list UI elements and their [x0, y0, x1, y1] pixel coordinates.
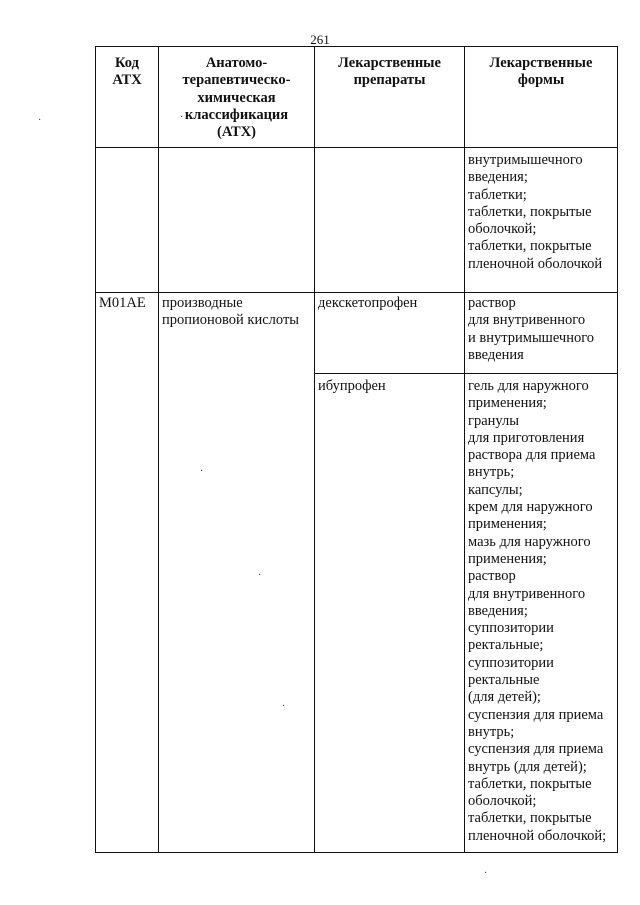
form-line: пленочной оболочкой;: [468, 827, 607, 844]
group-code-cell: [96, 293, 159, 853]
form-line: суппозитории: [468, 654, 554, 671]
form-line: пленочной оболочкой: [468, 255, 603, 272]
form-line: таблетки;: [468, 186, 527, 203]
form-line: внутримышечного: [468, 152, 583, 168]
forms-cell-dexketoprofen: [465, 293, 618, 374]
form-line: гранулы: [468, 412, 519, 429]
form-line: капсулы;: [468, 481, 523, 498]
form-line: для внутривенного: [468, 312, 586, 329]
classification-line: производные: [162, 295, 243, 311]
form-line: (для детей);: [468, 689, 541, 706]
form-line: применения;: [468, 395, 547, 412]
drug-name: декскетопрофен: [318, 295, 418, 311]
form-line: ректальные: [468, 672, 540, 689]
form-line: ректальные;: [468, 637, 544, 654]
continuation-drugs-cell: [315, 148, 465, 293]
form-line: раствор: [468, 568, 516, 585]
form-line: таблетки, покрытые: [468, 810, 592, 827]
page-number: 261: [310, 32, 330, 47]
drug-cell-dexketoprofen: [315, 293, 465, 374]
atx-table: [95, 46, 618, 853]
header-drugs: Лекарственные препараты: [315, 47, 465, 148]
scan-dot: ·: [282, 701, 286, 712]
group-classification-cell: [159, 293, 315, 853]
form-line: крем для наружного: [468, 499, 593, 516]
form-line: введения;: [468, 602, 528, 619]
drug-name: ибупрофен: [318, 378, 386, 394]
form-line: таблетки, покрытые: [468, 238, 592, 255]
form-line: внутрь;: [468, 723, 515, 740]
dexketoprofen-row: [96, 293, 618, 374]
form-line: мазь для наружного: [468, 533, 591, 550]
scan-dot: ·: [484, 868, 488, 879]
form-line: внутрь (для детей);: [468, 758, 587, 775]
table-header-row: [96, 47, 618, 148]
forms-cell-ibuprofen: [465, 374, 618, 853]
form-line: введения: [468, 346, 524, 363]
form-line: и внутримышечного: [468, 329, 595, 346]
form-line: внутрь;: [468, 464, 515, 481]
drug-cell-ibuprofen: [315, 374, 465, 853]
form-line: применения;: [468, 550, 547, 567]
form-line: раствор: [468, 295, 516, 311]
classification-line: пропионовой кислоты: [162, 312, 300, 329]
form-line: суппозитории: [468, 620, 554, 637]
atx-code: M01AE: [99, 295, 146, 311]
form-line: оболочкой;: [468, 221, 537, 238]
form-line: суспензия для приема: [468, 741, 604, 758]
scan-dot: ·: [258, 570, 262, 581]
form-line: введения;: [468, 169, 528, 186]
form-line: для внутривенного: [468, 585, 586, 602]
form-line: применения;: [468, 516, 547, 533]
scan-dot: ·: [38, 115, 42, 126]
continuation-forms-cell: [465, 148, 618, 293]
form-line: суспензия для приема: [468, 706, 604, 723]
form-line: таблетки, покрытые: [468, 775, 592, 792]
continuation-row: [96, 148, 618, 293]
form-line: оболочкой;: [468, 793, 537, 810]
continuation-code-cell: [96, 148, 159, 293]
header-classification: Анатомо- терапевтическо- химическая классификация (АТХ): [159, 47, 315, 148]
header-forms: Лекарственные формы: [465, 47, 618, 148]
header-code: Код АТХ: [96, 47, 159, 148]
continuation-classification-cell: [159, 148, 315, 293]
scan-dot: ·: [200, 466, 204, 477]
form-line: для приготовления: [468, 429, 585, 446]
scan-dot: ·: [180, 112, 184, 123]
form-line: раствора для приема: [468, 447, 596, 464]
form-line: гель для наружного: [468, 378, 589, 394]
form-line: таблетки, покрытые: [468, 203, 592, 220]
